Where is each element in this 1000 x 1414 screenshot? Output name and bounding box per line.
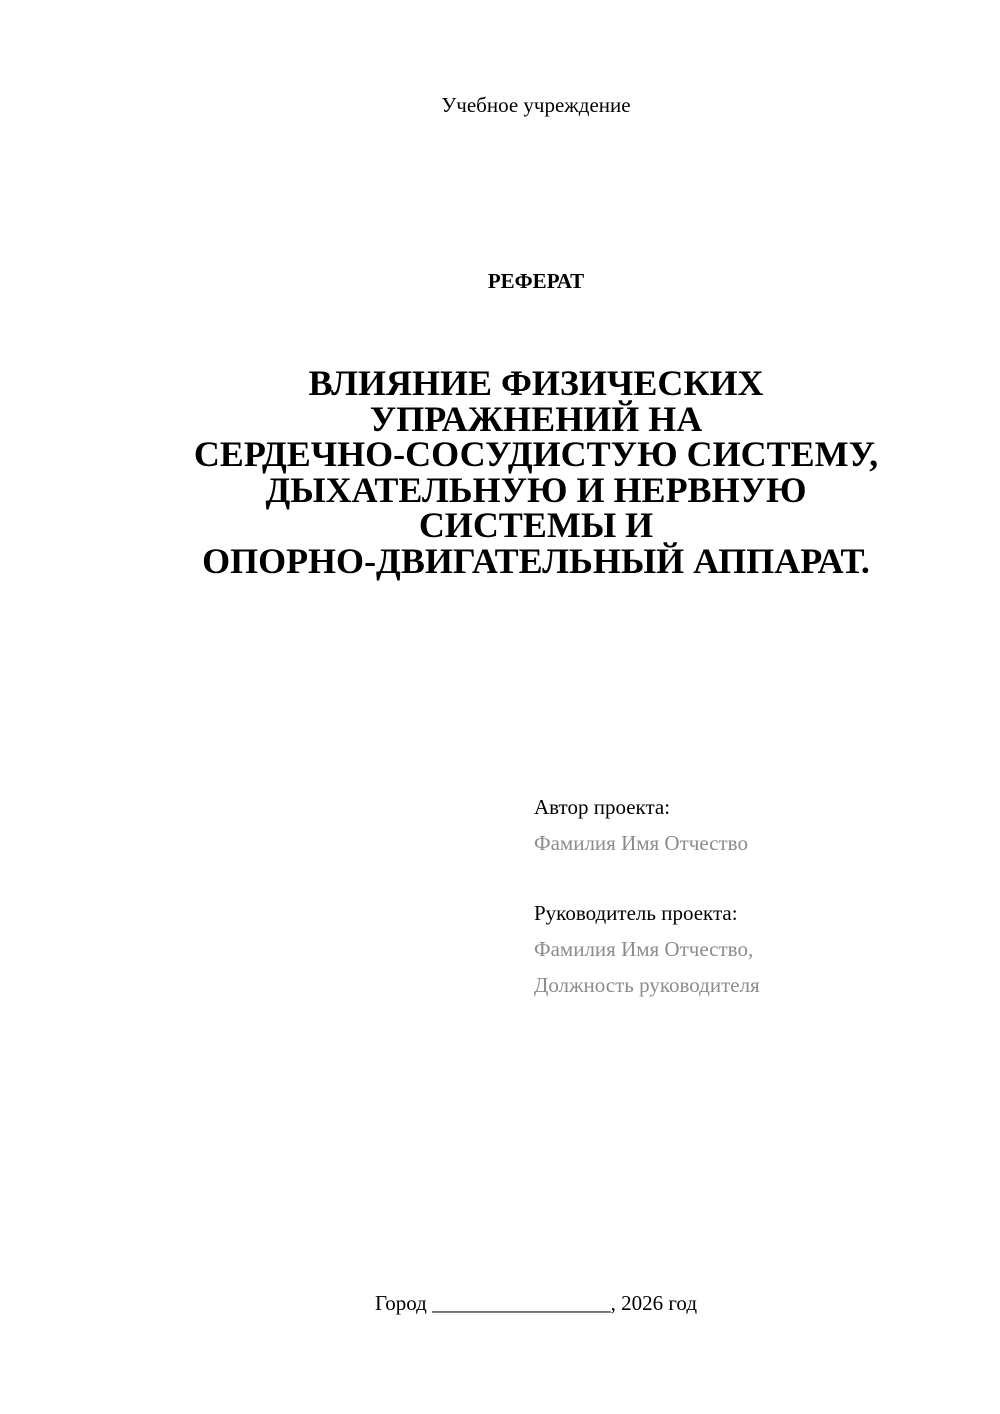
supervisor-name: Фамилия Имя Отчество, bbox=[534, 937, 754, 961]
title-line: ОПОРНО-ДВИГАТЕЛЬНЫЙ АППАРАТ. bbox=[202, 540, 870, 581]
author-label: Автор проекта: bbox=[534, 795, 671, 819]
project-people-block bbox=[534, 789, 974, 1003]
title-line: ВЛИЯНИЕ ФИЗИЧЕСКИХ bbox=[308, 363, 764, 403]
title-line: СИСТЕМЫ И bbox=[418, 505, 654, 545]
title-line: ДЫХАТЕЛЬНУЮ И НЕРВНУЮ bbox=[265, 469, 807, 510]
spacer bbox=[534, 861, 974, 895]
title-line: УПРАЖНЕНИЙ НА bbox=[369, 398, 703, 439]
document-type: РЕФЕРАТ bbox=[487, 269, 585, 293]
author-name: Фамилия Имя Отчество bbox=[534, 831, 748, 855]
document-title bbox=[0, 363, 1000, 581]
supervisor-position: Должность руководителя bbox=[534, 973, 760, 997]
city-year-line: Город _________________, 2026 год bbox=[374, 1291, 698, 1315]
title-line: СЕРДЕЧНО-СОСУДИСТУЮ СИСТЕМУ, bbox=[193, 434, 879, 474]
institution-name: Учебное учреждение bbox=[441, 93, 631, 117]
supervisor-label: Руководитель проекта: bbox=[534, 901, 738, 925]
